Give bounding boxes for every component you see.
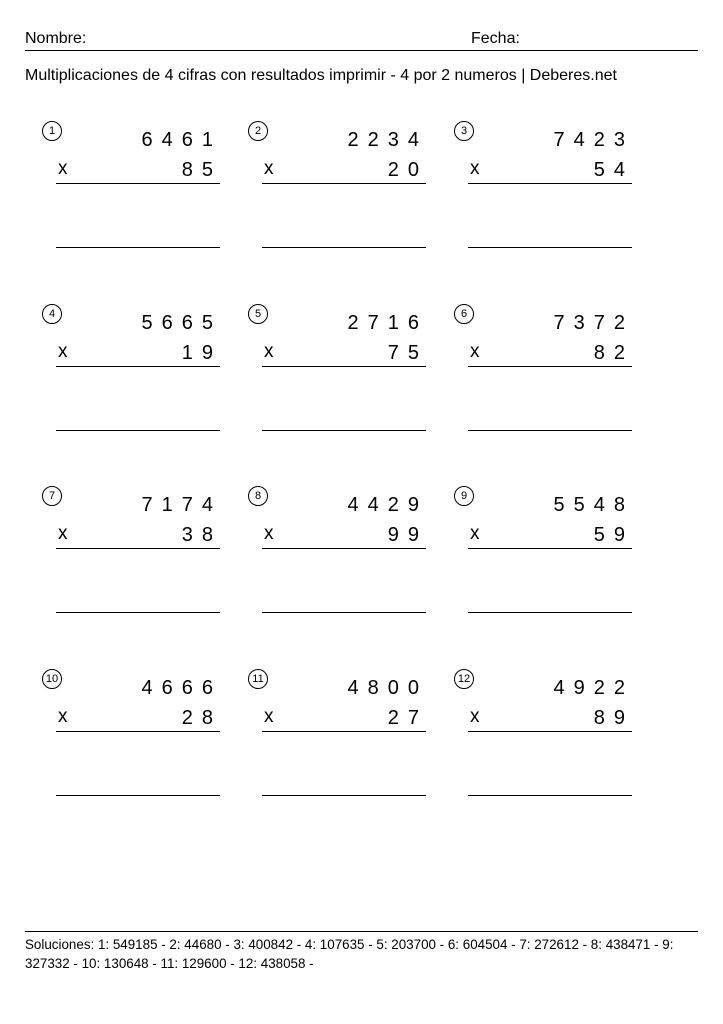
nombre-label: Nombre: xyxy=(25,30,87,47)
multiplicand: 5548 xyxy=(553,494,634,516)
multiply-sign: x xyxy=(264,523,274,544)
answer-line[interactable] xyxy=(56,247,220,248)
answer-line[interactable] xyxy=(56,612,220,613)
multiply-sign: x xyxy=(58,706,68,727)
multiply-sign: x xyxy=(264,158,274,179)
multiplicand: 4429 xyxy=(347,494,428,516)
operation-line xyxy=(468,366,632,367)
multiplicand: 4666 xyxy=(141,677,222,699)
multiplicand: 7372 xyxy=(553,312,634,334)
header-divider xyxy=(25,50,698,51)
operation-line xyxy=(56,183,220,184)
operation-line xyxy=(262,183,426,184)
answer-line[interactable] xyxy=(262,795,426,796)
answer-line[interactable] xyxy=(262,430,426,431)
multiplier: 85 xyxy=(181,159,222,181)
footer-divider xyxy=(25,931,698,932)
answer-line[interactable] xyxy=(56,795,220,796)
answer-line[interactable] xyxy=(468,795,632,796)
operation-line xyxy=(56,731,220,732)
multiply-sign: x xyxy=(264,341,274,362)
operation-line xyxy=(262,731,426,732)
fecha-label: Fecha: xyxy=(471,30,520,47)
multiply-sign: x xyxy=(470,158,480,179)
problem-number-badge: 12 xyxy=(454,669,474,689)
problem-12 xyxy=(454,669,634,809)
multiplier: 19 xyxy=(181,342,222,364)
operation-line xyxy=(56,366,220,367)
worksheet-title: Multiplicaciones de 4 cifras con resultados imprimir - 4 por 2 numeros | Deberes.net xyxy=(25,67,617,84)
problem-3 xyxy=(454,121,634,261)
problem-9 xyxy=(454,486,634,626)
problem-number-badge: 5 xyxy=(248,304,268,324)
problem-number-badge: 8 xyxy=(248,486,268,506)
problem-number-badge: 4 xyxy=(42,304,62,324)
problem-7 xyxy=(42,486,222,626)
multiplier: 20 xyxy=(387,159,428,181)
multiply-sign: x xyxy=(58,158,68,179)
problem-2 xyxy=(248,121,428,261)
multiply-sign: x xyxy=(470,341,480,362)
operation-line xyxy=(468,731,632,732)
multiplicand: 5665 xyxy=(141,312,222,334)
problem-number-badge: 1 xyxy=(42,121,62,141)
multiplier: 38 xyxy=(181,524,222,546)
problem-number-badge: 3 xyxy=(454,121,474,141)
multiplier: 75 xyxy=(387,342,428,364)
multiplier: 82 xyxy=(593,342,634,364)
answer-line[interactable] xyxy=(468,247,632,248)
answer-line[interactable] xyxy=(262,247,426,248)
problem-number-badge: 9 xyxy=(454,486,474,506)
problem-4 xyxy=(42,304,222,444)
operation-line xyxy=(262,366,426,367)
multiplicand: 7174 xyxy=(141,494,222,516)
problem-8 xyxy=(248,486,428,626)
multiply-sign: x xyxy=(264,706,274,727)
problem-6 xyxy=(454,304,634,444)
multiplier: 28 xyxy=(181,707,222,729)
multiplicand: 6461 xyxy=(141,129,222,151)
multiplier: 99 xyxy=(387,524,428,546)
multiplier: 54 xyxy=(593,159,634,181)
answer-line[interactable] xyxy=(56,430,220,431)
problem-number-badge: 2 xyxy=(248,121,268,141)
problem-number-badge: 10 xyxy=(42,669,62,689)
problem-number-badge: 7 xyxy=(42,486,62,506)
multiply-sign: x xyxy=(58,341,68,362)
multiply-sign: x xyxy=(470,706,480,727)
operation-line xyxy=(468,548,632,549)
multiply-sign: x xyxy=(470,523,480,544)
multiplier: 89 xyxy=(593,707,634,729)
multiplicand: 2234 xyxy=(347,129,428,151)
operation-line xyxy=(56,548,220,549)
problem-5 xyxy=(248,304,428,444)
problem-number-badge: 6 xyxy=(454,304,474,324)
multiply-sign: x xyxy=(58,523,68,544)
multiplicand: 2716 xyxy=(347,312,428,334)
multiplicand: 4922 xyxy=(553,677,634,699)
multiplier: 59 xyxy=(593,524,634,546)
solutions-text: Soluciones: 1: 549185 - 2: 44680 - 3: 400842 - 4: 107635 - 5: 203700 - 6: 604504 - 7: 272612 - 8: 438471 - 9: 327332 - 10: 130648 - 11: 129600 - 12: 438058 - xyxy=(25,937,674,971)
operation-line xyxy=(468,183,632,184)
problem-1 xyxy=(42,121,222,261)
multiplicand: 7423 xyxy=(553,129,634,151)
multiplicand: 4800 xyxy=(347,677,428,699)
answer-line[interactable] xyxy=(468,430,632,431)
problem-number-badge: 11 xyxy=(248,669,268,689)
answer-line[interactable] xyxy=(262,612,426,613)
problem-11 xyxy=(248,669,428,809)
operation-line xyxy=(262,548,426,549)
answer-line[interactable] xyxy=(468,612,632,613)
problem-10 xyxy=(42,669,222,809)
multiplier: 27 xyxy=(387,707,428,729)
